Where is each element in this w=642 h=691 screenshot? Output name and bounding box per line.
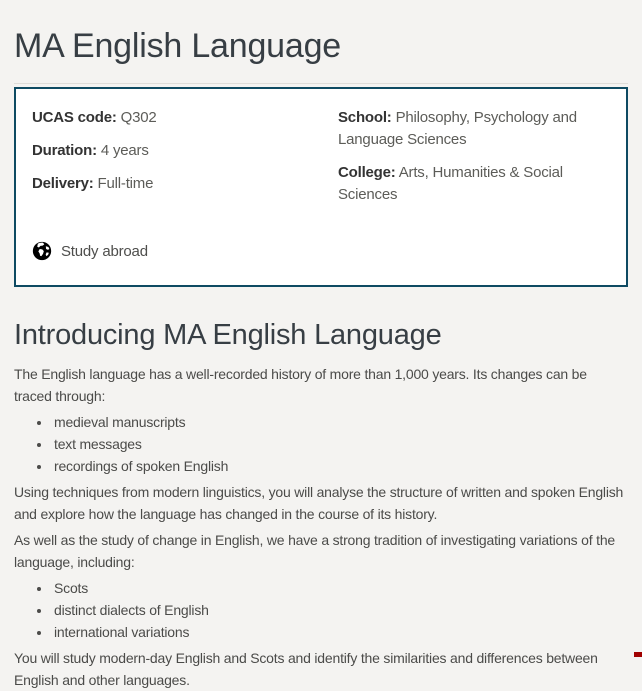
- delivery-label: Delivery:: [32, 175, 94, 192]
- duration-value: 4 years: [100, 142, 149, 159]
- page-title: MA English Language: [14, 27, 342, 65]
- section-title: Introducing MA English Language: [14, 319, 442, 351]
- study-abroad-label: Study abroad: [61, 242, 148, 260]
- key-facts-box: [14, 87, 628, 287]
- school-value: Philosophy, Psychology and Language Sciences: [338, 109, 577, 148]
- intro-paragraph-2: Using techniques from modern linguistics, you will analyse the structure of written and spoken English and explore how the language has changed in the course of its history.: [14, 484, 624, 522]
- list-item: • international variations: [52, 621, 628, 643]
- intro-paragraph-4: You will study modern-day English and Scots and identify the similarities and differences between English and other languages.: [14, 650, 598, 688]
- delivery-value: Full-time: [97, 175, 154, 192]
- key-facts-right-column: [338, 107, 610, 217]
- list-item: • recordings of spoken English: [52, 455, 628, 477]
- college-label: College:: [338, 164, 396, 181]
- corner-red-fragment: [634, 652, 642, 657]
- key-facts-columns: [32, 107, 610, 217]
- key-facts-left-column: [32, 107, 338, 217]
- duration-row: [32, 140, 324, 162]
- school-row: [338, 107, 610, 151]
- title-divider: [14, 83, 628, 84]
- duration-label: Duration:: [32, 142, 97, 159]
- ucas-code-row: [32, 107, 324, 129]
- ucas-code-label: UCAS code:: [32, 109, 117, 126]
- intro-section: [14, 317, 628, 691]
- college-row: [338, 162, 610, 206]
- globe-icon: [32, 241, 52, 261]
- intro-paragraph-1: The English language has a well-recorded history of more than 1,000 years. Its changes can be traced through:: [14, 366, 587, 404]
- list-item: • medieval manuscripts: [52, 411, 628, 433]
- school-label: School:: [338, 109, 392, 126]
- variations-list: [14, 577, 628, 643]
- college-value: Arts, Humanities & Social Sciences: [338, 164, 563, 203]
- ucas-code-value: Q302: [120, 109, 157, 126]
- delivery-row: [32, 173, 324, 195]
- study-abroad: [32, 241, 610, 261]
- list-item: • Scots: [52, 577, 628, 599]
- history-sources-list: [14, 411, 628, 477]
- list-item: • distinct dialects of English: [52, 599, 628, 621]
- intro-paragraph-3: As well as the study of change in English, we have a strong tradition of investigating variations of the language, including:: [14, 532, 616, 570]
- list-item: • text messages: [52, 433, 628, 455]
